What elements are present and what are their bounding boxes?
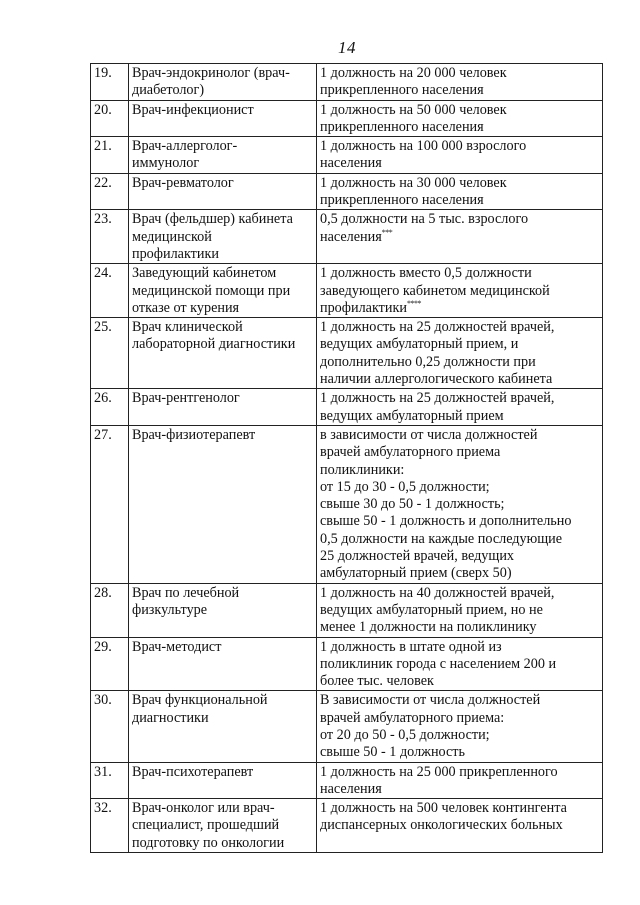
position-line: Врач-ревматолог xyxy=(132,174,234,191)
norm-text: от 20 до 50 - 0,5 должности; xyxy=(320,726,490,743)
norm-line xyxy=(320,639,599,656)
norm-text: свыше 50 - 1 должность xyxy=(320,744,465,761)
position-cell xyxy=(129,137,317,174)
position-cell xyxy=(129,425,317,583)
norm-line xyxy=(320,585,599,602)
norm-line xyxy=(320,354,599,371)
norm-line xyxy=(320,265,599,282)
staffing-norms-table xyxy=(90,63,603,853)
norm-text: 1 должность в штате одной из xyxy=(320,638,502,655)
row-number: 24. xyxy=(91,264,129,318)
position-cell xyxy=(129,173,317,210)
norm-text: наличии аллергологического кабинета xyxy=(320,371,553,388)
row-number: 25. xyxy=(91,318,129,389)
staffing-norm-cell xyxy=(317,173,603,210)
table-row xyxy=(91,264,603,318)
norm-line xyxy=(320,138,599,155)
table-row xyxy=(91,583,603,637)
table-row xyxy=(91,637,603,691)
norm-line xyxy=(320,619,599,636)
table-row xyxy=(91,762,603,799)
norm-text: от 15 до 30 - 0,5 должности; xyxy=(320,478,490,495)
table-row xyxy=(91,173,603,210)
norm-line xyxy=(320,764,599,781)
row-number: 26. xyxy=(91,389,129,426)
staffing-norm-cell xyxy=(317,691,603,762)
table-row xyxy=(91,210,603,264)
row-number: 29. xyxy=(91,637,129,691)
norm-text: более тыс. человек xyxy=(320,673,434,690)
table-body xyxy=(91,64,603,853)
position-line: Врач-инфекционист xyxy=(132,101,254,118)
norm-line xyxy=(320,300,599,317)
row-number: 27. xyxy=(91,425,129,583)
norm-text: 25 должностей врачей, ведущих xyxy=(320,548,515,565)
norm-line xyxy=(320,192,599,209)
norm-text: заведующего кабинетом медицинской xyxy=(320,282,550,299)
row-number: 28. xyxy=(91,583,129,637)
footnote-marker: **** xyxy=(406,298,421,308)
norm-text: 1 должность на 20 000 человек xyxy=(320,65,507,81)
staffing-norm-cell xyxy=(317,799,603,853)
norm-line xyxy=(320,444,599,461)
norm-line xyxy=(320,781,599,798)
norm-line xyxy=(320,155,599,172)
table-row xyxy=(91,100,603,137)
norm-line xyxy=(320,427,599,444)
staffing-norm-cell xyxy=(317,210,603,264)
norm-text: диспансерных онкологических больных xyxy=(320,817,563,834)
position-cell xyxy=(129,64,317,101)
norm-line xyxy=(320,727,599,744)
norm-text: 0,5 должности на 5 тыс. взрослого xyxy=(320,211,529,228)
norm-line xyxy=(320,531,599,548)
position-line: Врач-эндокринолог (врач- xyxy=(132,65,290,81)
position-line: Врач (фельдшер) кабинета xyxy=(132,211,293,228)
norm-text: 1 должность на 40 должностей врачей, xyxy=(320,584,555,601)
position-line: Врач-методист xyxy=(132,638,222,655)
norm-line xyxy=(320,673,599,690)
norm-text: прикрепленного населения xyxy=(320,118,484,135)
norm-text: врачей амбулаторного приема xyxy=(320,444,501,461)
norm-text: поликлиники: xyxy=(320,461,405,478)
position-line: подготовку по онкологии xyxy=(132,834,285,851)
page-number: 14 xyxy=(338,38,356,57)
row-number: 31. xyxy=(91,762,129,799)
position-line: диагностики xyxy=(132,709,209,726)
norm-text: свыше 30 до 50 - 1 должность; xyxy=(320,496,505,513)
norm-text: 1 должность на 25 должностей врачей, xyxy=(320,319,555,336)
position-line: профилактики xyxy=(132,245,219,262)
norm-line xyxy=(320,548,599,565)
norm-line xyxy=(320,283,599,300)
staffing-norm-cell xyxy=(317,100,603,137)
norm-text: 1 должность на 50 000 человек xyxy=(320,101,507,118)
norm-text: амбулаторный прием (сверх 50) xyxy=(320,565,512,582)
staffing-norm-cell xyxy=(317,637,603,691)
position-line: медицинской помощи при xyxy=(132,282,291,299)
norm-text: менее 1 должности на поликлинику xyxy=(320,619,537,636)
norm-line xyxy=(320,102,599,119)
norm-text: профилактики xyxy=(320,299,407,316)
row-number: 32. xyxy=(91,799,129,853)
position-line: Врач-физиотерапевт xyxy=(132,426,256,443)
norm-text: 1 должность на 500 человек контингента xyxy=(320,800,567,817)
row-number: 23. xyxy=(91,210,129,264)
staffing-norm-cell xyxy=(317,425,603,583)
norm-line xyxy=(320,82,599,99)
norm-text: В зависимости от числа должностей xyxy=(320,692,541,709)
norm-text: населения xyxy=(320,780,382,797)
footnote-marker: *** xyxy=(381,227,393,237)
row-number: 21. xyxy=(91,137,129,174)
norm-line xyxy=(320,800,599,817)
staffing-norm-cell xyxy=(317,583,603,637)
norm-text: поликлиник города с населением 200 и xyxy=(320,655,557,672)
norm-text: 1 должность на 25 000 прикрепленного xyxy=(320,763,558,780)
norm-text: в зависимости от числа должностей xyxy=(320,426,538,443)
staffing-norm-cell xyxy=(317,389,603,426)
norm-text: 1 должность на 25 должностей врачей, xyxy=(320,390,555,407)
norm-line xyxy=(320,408,599,425)
table-row xyxy=(91,137,603,174)
position-cell xyxy=(129,264,317,318)
norm-line xyxy=(320,462,599,479)
norm-line xyxy=(320,119,599,136)
staffing-norm-cell xyxy=(317,318,603,389)
position-cell xyxy=(129,100,317,137)
norm-text: прикрепленного населения xyxy=(320,192,484,209)
position-line: Врач-аллерголог- xyxy=(132,138,238,155)
position-cell xyxy=(129,583,317,637)
norm-text: 1 должность на 30 000 человек xyxy=(320,174,507,191)
norm-text: 0,5 должности на каждые последующие xyxy=(320,530,563,547)
norm-line xyxy=(320,817,599,834)
table-row xyxy=(91,318,603,389)
norm-text: врачей амбулаторного приема: xyxy=(320,709,505,726)
norm-line xyxy=(320,602,599,619)
norm-line xyxy=(320,656,599,673)
position-line: Врач-онколог или врач- xyxy=(132,800,275,817)
position-line: Врач-психотерапевт xyxy=(132,763,254,780)
position-line: Заведующий кабинетом xyxy=(132,265,277,282)
norm-text: 1 должность на 100 000 взрослого xyxy=(320,138,527,155)
table-row xyxy=(91,691,603,762)
position-line: Врач по лечебной xyxy=(132,584,240,601)
norm-line xyxy=(320,65,599,82)
norm-line xyxy=(320,479,599,496)
row-number: 20. xyxy=(91,100,129,137)
norm-line xyxy=(320,175,599,192)
row-number: 22. xyxy=(91,173,129,210)
norm-line xyxy=(320,710,599,727)
position-line: иммунолог xyxy=(132,155,200,172)
position-line: медицинской xyxy=(132,228,212,245)
table-row xyxy=(91,389,603,426)
position-cell xyxy=(129,318,317,389)
staffing-norm-cell xyxy=(317,762,603,799)
position-line: физкультуре xyxy=(132,601,208,618)
position-cell xyxy=(129,799,317,853)
norm-line xyxy=(320,496,599,513)
staffing-norm-cell xyxy=(317,137,603,174)
norm-line xyxy=(320,336,599,353)
norm-line xyxy=(320,211,599,228)
position-cell xyxy=(129,762,317,799)
table-row xyxy=(91,425,603,583)
norm-line xyxy=(320,565,599,582)
row-number: 30. xyxy=(91,691,129,762)
position-cell xyxy=(129,637,317,691)
position-line: специалист, прошедший xyxy=(132,817,280,834)
position-cell xyxy=(129,691,317,762)
norm-line xyxy=(320,744,599,761)
table-row xyxy=(91,799,603,853)
norm-text: свыше 50 - 1 должность и дополнительно xyxy=(320,513,572,530)
norm-text: прикрепленного населения xyxy=(320,82,484,99)
position-cell xyxy=(129,389,317,426)
table-row xyxy=(91,64,603,101)
position-line: Врач-рентгенолог xyxy=(132,390,240,407)
norm-text: ведущих амбулаторный прием, но не xyxy=(320,601,543,618)
norm-text: населения xyxy=(320,228,382,245)
norm-text: дополнительно 0,25 должности при xyxy=(320,353,536,370)
norm-text: ведущих амбулаторный прием xyxy=(320,407,504,424)
norm-text: населения xyxy=(320,155,382,172)
position-line: Врач клинической xyxy=(132,319,243,336)
norm-line xyxy=(320,371,599,388)
position-line: отказе от курения xyxy=(132,299,240,316)
norm-text: 1 должность вместо 0,5 должности xyxy=(320,265,532,282)
norm-line xyxy=(320,390,599,407)
position-cell xyxy=(129,210,317,264)
position-line: Врач функциональной xyxy=(132,692,268,709)
norm-line xyxy=(320,692,599,709)
norm-line xyxy=(320,319,599,336)
position-line: диабетолог) xyxy=(132,82,205,99)
position-line: лабораторной диагностики xyxy=(132,336,296,353)
staffing-norm-cell xyxy=(317,64,603,101)
row-number: 19. xyxy=(91,64,129,101)
norm-text: ведущих амбулаторный прием, и xyxy=(320,336,519,353)
norm-line xyxy=(320,513,599,530)
staffing-norm-cell xyxy=(317,264,603,318)
norm-line xyxy=(320,229,599,246)
